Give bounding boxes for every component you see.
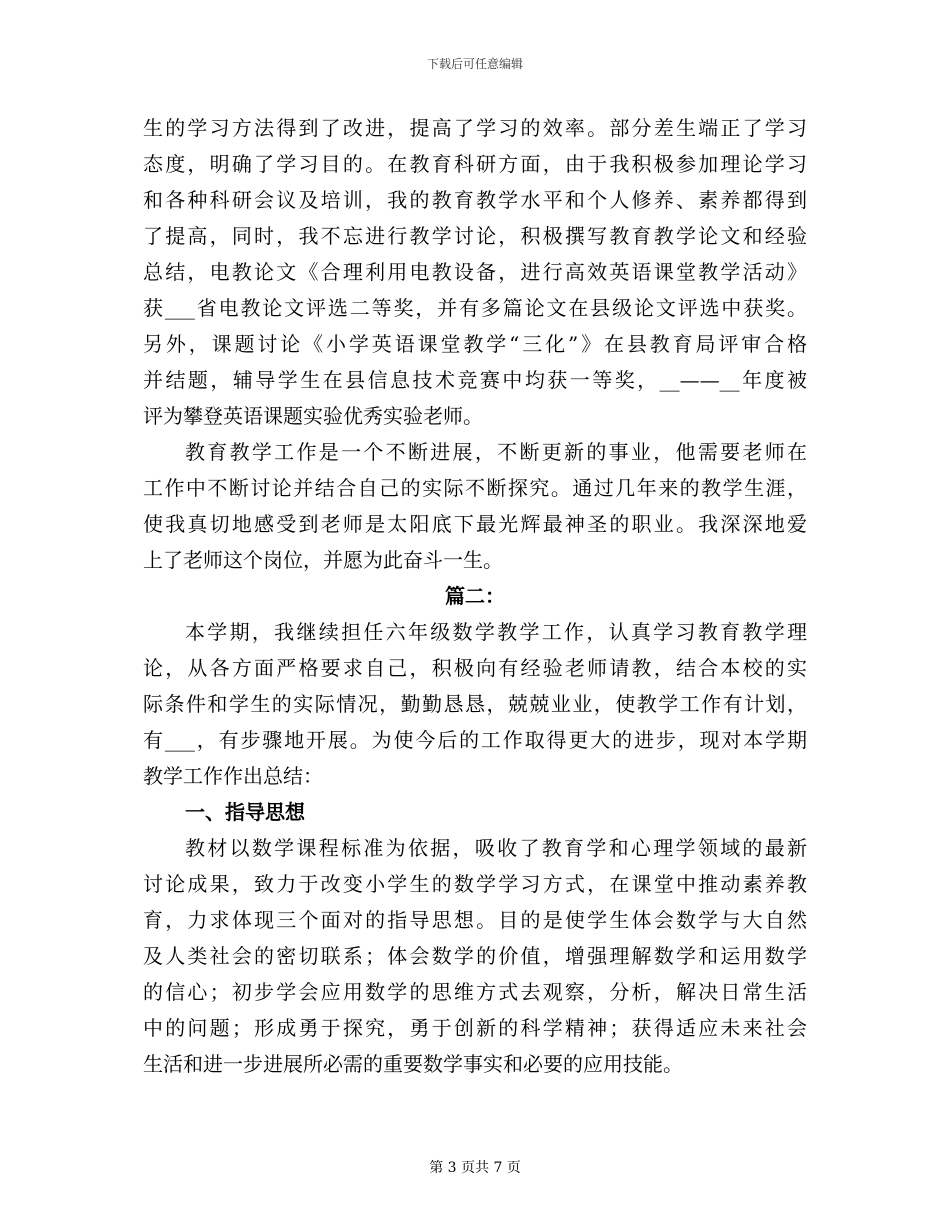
paragraph-line: 生的学习方法得到了改进，提高了学习的效率。部分差生端正了学习 — [143, 116, 807, 140]
paragraph-line: 和各种科研会议及培训，我的教育教学水平和个人修养、素养都得到 — [143, 188, 807, 212]
paragraph-line: 的信心；初步学会应用数学的思维方式去观察，分析，解决日常生活 — [143, 980, 807, 1004]
paragraph-line: 论，从各方面严格要求自己，积极向有经验老师请教，结合本校的实 — [143, 656, 807, 680]
page-number: 第 3 页共 7 页 — [429, 1160, 521, 1176]
paragraph-line: 获___省电教论文评选二等奖，并有多篇论文在县级论文评选中获奖。 — [143, 296, 807, 320]
paragraph-line: 另外，课题讨论《小学英语课堂教学“三化”》在县教育局评审合格 — [143, 332, 807, 356]
paragraph-line: 并结题，辅导学生在县信息技术竞赛中均获一等奖，__——__年度被 — [143, 368, 807, 392]
paragraph-line: 育，力求体现三个面对的指导思想。目的是使学生体会数学与大自然 — [143, 908, 807, 932]
paragraph-line: 评为攀登英语课题实验优秀实验老师。 — [143, 404, 483, 428]
paragraph-line: 生活和进一步进展所必需的重要数学事实和必要的应用技能。 — [143, 1052, 683, 1076]
paragraph-line: 中的问题；形成勇于探究，勇于创新的科学精神；获得适应未来社会 — [143, 1016, 807, 1040]
paragraph-line: 工作中不断讨论并结合自己的实际不断探究。通过几年来的教学生涯， — [143, 476, 807, 500]
paragraph-line: 了提高，同时，我不忘进行教学讨论，积极撰写教育教学论文和经验 — [143, 224, 807, 248]
paragraph-line: 使我真切地感受到老师是太阳底下最光辉最神圣的职业。我深深地爱 — [143, 512, 807, 536]
paragraph-line: 教材以数学课程标准为依据，吸收了教育学和心理学领域的最新 — [185, 836, 807, 860]
paragraph-line: 际条件和学生的实际情况，勤勤恳恳，兢兢业业，使教学工作有计划， — [143, 692, 807, 716]
paragraph-line: 总结，电教论文《合理利用电教设备，进行高效英语课堂教学活动》 — [143, 260, 807, 284]
page-header: 下载后可任意编辑 — [426, 57, 523, 71]
paragraph-line: 本学期，我继续担任六年级数学教学工作，认真学习教育教学理 — [185, 620, 807, 644]
document-body — [143, 110, 807, 1082]
paragraph-line: 上了老师这个岗位，并愿为此奋斗一生。 — [143, 548, 503, 572]
subheading: 一、指导思想 — [185, 800, 305, 824]
paragraph-line: 有___，有步骤地开展。为使今后的工作取得更大的进步，现对本学期 — [143, 728, 807, 752]
paragraph-line: 讨论成果，致力于改变小学生的数学学习方式，在课堂中推动素养教 — [143, 872, 807, 896]
paragraph-line: 及人类社会的密切联系；体会数学的价值，增强理解数学和运用数学 — [143, 944, 807, 968]
paragraph-line: 教育教学工作是一个不断进展，不断更新的事业，他需要老师在 — [185, 440, 807, 464]
paragraph-line: 态度，明确了学习目的。在教育科研方面，由于我积极参加理论学习 — [143, 152, 807, 176]
section-title: 篇二： — [445, 584, 505, 608]
paragraph-line: 教学工作作出总结： — [143, 764, 323, 788]
